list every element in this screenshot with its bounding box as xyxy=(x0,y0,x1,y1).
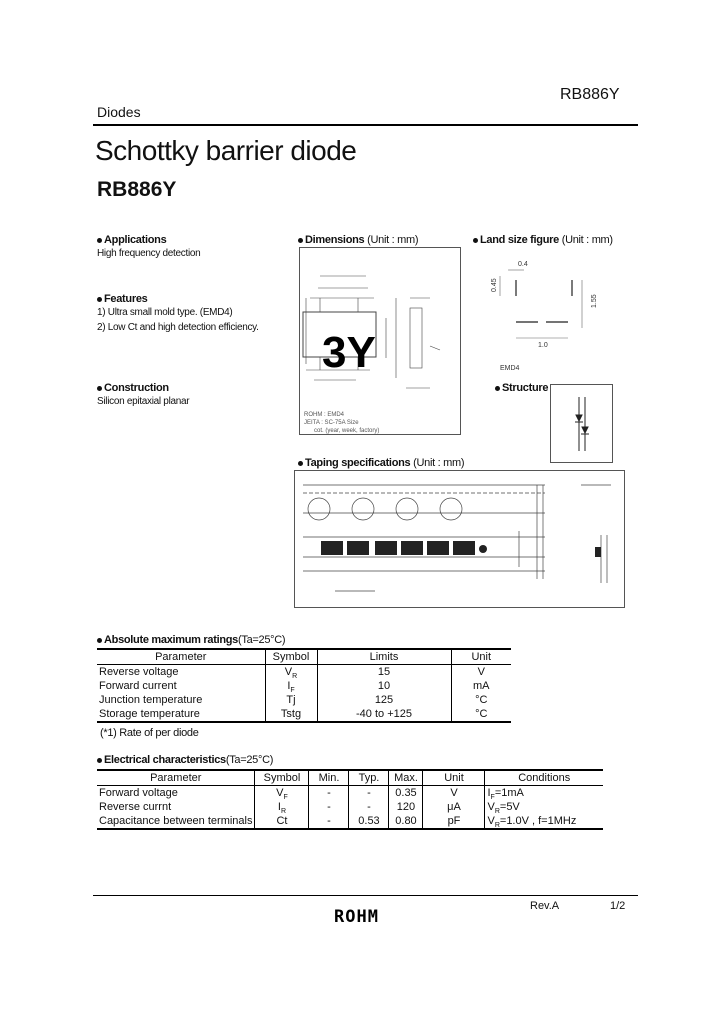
structure-heading: Structure xyxy=(495,382,548,394)
unit-cell: pF xyxy=(423,814,485,829)
taping-figure xyxy=(294,470,625,608)
symbol-cell: $V_F$ xyxy=(255,786,309,801)
table-header-row xyxy=(97,649,511,665)
typ-cell: - xyxy=(349,800,389,814)
bullet-icon xyxy=(97,238,102,243)
bullet-icon xyxy=(298,238,303,243)
structure-figure xyxy=(550,384,613,463)
param-cell: Reverse currnt xyxy=(99,801,172,813)
taping-heading: Taping specifications (Unit : mm) xyxy=(298,457,464,469)
dimensions-heading: Dimensions (Unit : mm) xyxy=(298,234,418,246)
param-cell: Forward current xyxy=(99,680,177,692)
limit-cell: 10 xyxy=(317,679,451,693)
symbol-cell: $V_R$ xyxy=(265,665,317,680)
rohm-logo-icon xyxy=(333,908,395,924)
max-cell: 0.80 xyxy=(389,814,423,829)
symbol-cell: Tstg xyxy=(265,707,317,722)
table-row xyxy=(97,693,511,707)
min-cell: - xyxy=(309,800,349,814)
land-dim-c: 1.55 xyxy=(591,294,598,308)
applications-text: High frequency detection xyxy=(97,248,201,259)
dimensions-figure xyxy=(299,247,461,435)
land-size-drawing xyxy=(486,250,616,376)
bullet-icon xyxy=(97,758,102,763)
land-dim-a: 0.4 xyxy=(518,261,528,268)
taping-drawing xyxy=(295,471,624,607)
col-symbol: Symbol xyxy=(255,770,309,786)
symbol-cell: $I_R$ xyxy=(255,800,309,814)
header-rule xyxy=(93,124,638,126)
elec-heading: Electrical characteristics(Ta=25°C) xyxy=(97,754,273,766)
bullet-icon xyxy=(473,238,478,243)
col-unit: Unit xyxy=(423,770,485,786)
construction-heading: Construction xyxy=(97,382,189,394)
col-max: Max. xyxy=(389,770,423,786)
col-limits: Limits xyxy=(317,649,451,665)
features-heading: Features xyxy=(97,293,259,305)
col-min: Min. xyxy=(309,770,349,786)
svg-text:ROHM: ROHM xyxy=(334,908,379,924)
feature-item: 1) Ultra small mold type. (EMD4) xyxy=(97,307,233,318)
param-cell: Forward voltage xyxy=(99,787,178,799)
col-symbol: Symbol xyxy=(265,649,317,665)
land-dim-b: 0.45 xyxy=(491,278,498,292)
elec-table xyxy=(97,769,603,830)
rohm-logo xyxy=(333,908,395,929)
part-number-subtitle: RB886Y xyxy=(97,178,177,201)
col-parameter: Parameter xyxy=(97,770,255,786)
package-outline-drawing xyxy=(300,248,460,434)
min-cell: - xyxy=(309,814,349,829)
abs-max-heading: Absolute maximum ratings(Ta=25°C) xyxy=(97,634,285,646)
param-cell: Reverse voltage xyxy=(99,666,179,678)
features-section xyxy=(97,293,259,335)
table-row xyxy=(97,786,603,801)
applications-heading: Applications xyxy=(97,234,200,246)
limit-cell: 15 xyxy=(317,665,451,680)
bullet-icon xyxy=(97,386,102,391)
bullet-icon xyxy=(97,638,102,643)
conditions-cell: $I_F=1mA$ xyxy=(485,786,603,801)
land-package-label: EMD4 xyxy=(500,365,520,372)
page-title: Schottky barrier diode xyxy=(95,135,357,166)
land-dim-d: 1.0 xyxy=(538,342,548,349)
diode-structure-icon xyxy=(551,385,612,462)
unit-cell: °C xyxy=(451,707,511,722)
col-unit: Unit xyxy=(451,649,511,665)
construction-section xyxy=(97,382,189,409)
param-cell: Storage temperature xyxy=(97,707,265,722)
table-row xyxy=(97,665,511,680)
feature-item: 2) Low Ct and high detection efficiency. xyxy=(97,322,259,333)
limit-cell: -40 to +125 xyxy=(317,707,451,722)
legend-lot: cot. (year, week, factory) xyxy=(314,428,380,434)
min-cell: - xyxy=(309,786,349,801)
header-part-number: RB886Y xyxy=(560,86,620,103)
max-cell: 0.35 xyxy=(389,786,423,801)
marking-text: 3Y xyxy=(322,328,376,377)
symbol-cell: Ct xyxy=(255,814,309,829)
table-header-row xyxy=(97,770,603,786)
unit-cell: °C xyxy=(451,693,511,707)
legend-jeita: JEITA : SC-75A Size xyxy=(304,420,359,426)
symbol-cell: Tj xyxy=(265,693,317,707)
applications-section xyxy=(97,234,200,261)
land-size-heading: Land size figure (Unit : mm) xyxy=(473,234,613,246)
bullet-icon xyxy=(97,297,102,302)
table-row xyxy=(97,707,511,722)
footer-rule xyxy=(93,895,638,896)
col-typ: Typ. xyxy=(349,770,389,786)
abs-max-note: (*1) Rate of per diode xyxy=(100,727,199,739)
typ-cell: - xyxy=(349,786,389,801)
unit-cell: mA xyxy=(451,679,511,693)
bullet-icon xyxy=(298,461,303,466)
revision-label: Rev.A xyxy=(530,900,560,912)
unit-cell: μA xyxy=(423,800,485,814)
page-number: 1/2 xyxy=(610,900,626,912)
abs-max-table xyxy=(97,648,511,723)
conditions-cell: $V_R=5V$ xyxy=(485,800,603,814)
max-cell: 120 xyxy=(389,800,423,814)
col-conditions: Conditions xyxy=(485,770,603,786)
typ-cell: 0.53 xyxy=(349,814,389,829)
table-row xyxy=(97,814,603,829)
legend-rohm: ROHM : EMD4 xyxy=(304,412,345,418)
table-row xyxy=(97,800,603,814)
conditions-cell: $V_R=1.0V$ , f=1MHz xyxy=(485,814,603,829)
param-cell: Junction temperature xyxy=(99,694,203,706)
symbol-cell: $I_F$ xyxy=(265,679,317,693)
construction-text: Silicon epitaxial planar xyxy=(97,396,190,407)
col-parameter: Parameter xyxy=(97,649,265,665)
bullet-icon xyxy=(495,386,500,391)
header-category: Diodes xyxy=(97,104,141,120)
param-cell: Capacitance between terminals xyxy=(97,814,255,829)
unit-cell: V xyxy=(423,786,485,801)
unit-cell: V xyxy=(451,665,511,680)
limit-cell: 125 xyxy=(317,693,451,707)
table-row xyxy=(97,679,511,693)
